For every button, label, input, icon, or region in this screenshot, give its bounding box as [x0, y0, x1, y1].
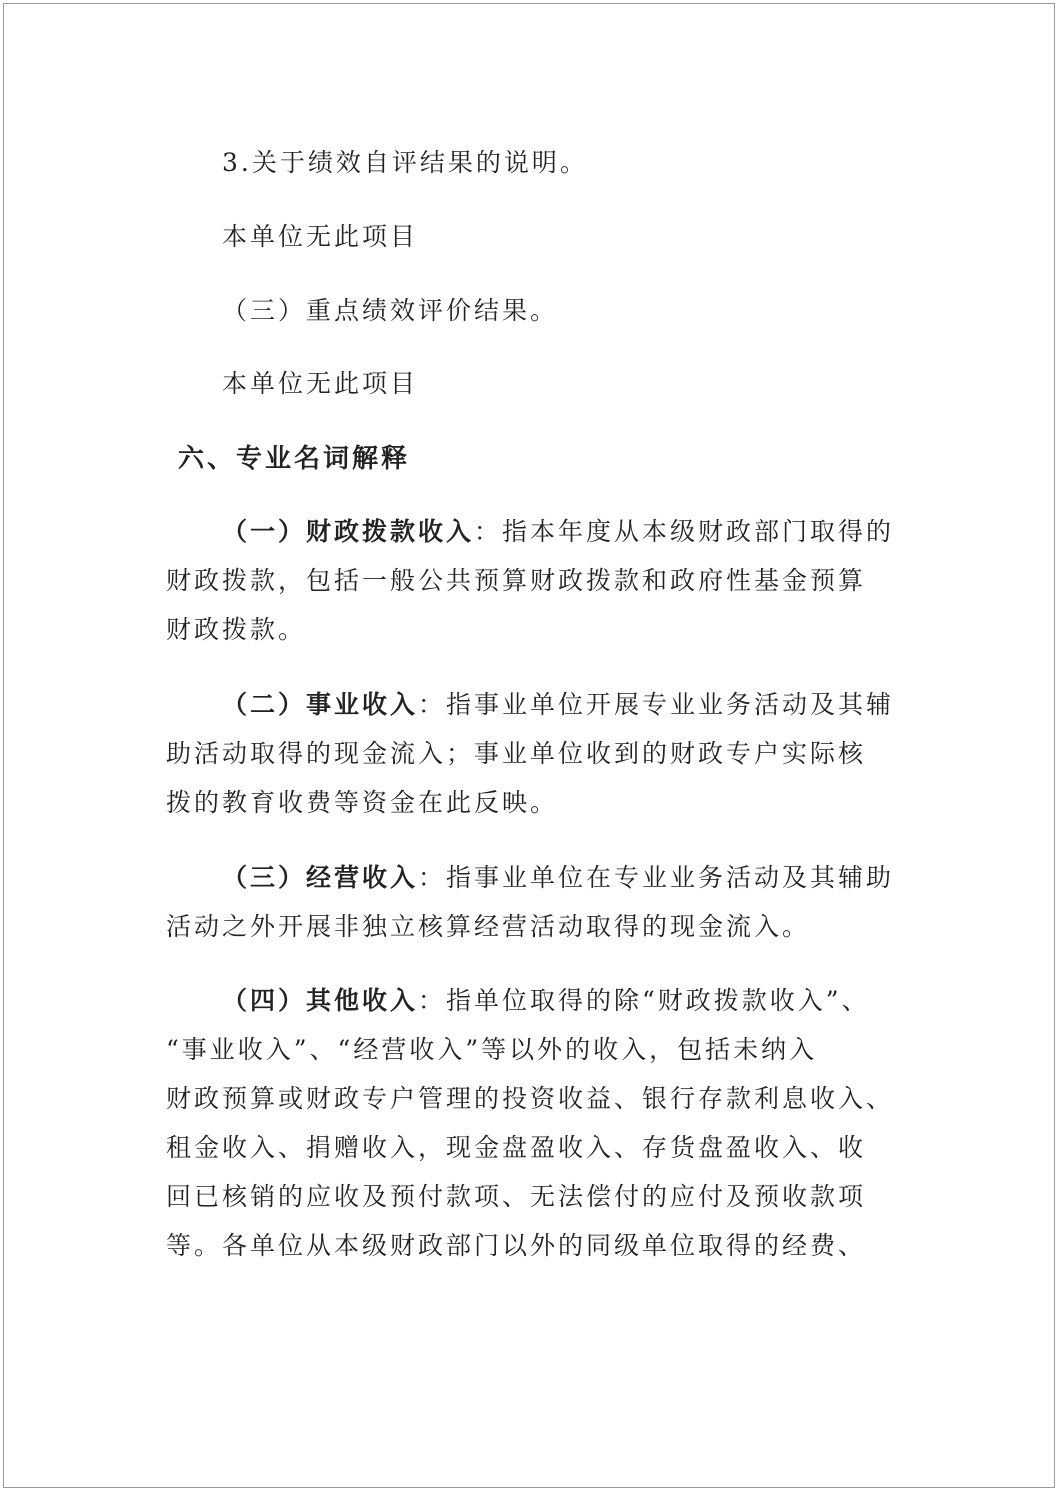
glossary-term-4-first-line	[222, 986, 870, 1016]
glossary-term-4-label: （四）其他收入	[222, 986, 419, 1015]
glossary-term-2-line: 助活动取得的现金流入；事业单位收到的财政专户实际核	[166, 739, 867, 768]
glossary-term-2-line: 拨的教育收费等资金在此反映。	[166, 788, 559, 817]
glossary-term-4-line: “事业收入”、“经营收入”等以外的收入，包括未纳入	[166, 1035, 818, 1064]
self-evaluation-title: 3.关于绩效自评结果的说明。	[222, 148, 588, 177]
glossary-term-1-text: ：指本年度从本级财政部门取得的	[474, 517, 895, 546]
glossary-term-2-label: （二）事业收入	[222, 690, 419, 719]
glossary-term-1-line: 财政拨款。	[166, 615, 307, 644]
glossary-term-4-text: ：指单位取得的除“财政拨款收入”、	[418, 986, 870, 1015]
glossary-term-1-label: （一）财政拨款收入	[222, 517, 475, 546]
glossary-term-3-text: ：指事业单位在专业业务活动及其辅助	[418, 863, 895, 892]
key-evaluation-body: 本单位无此项目	[222, 369, 419, 398]
glossary-term-2-text: ：指事业单位开展专业业务活动及其辅	[418, 690, 895, 719]
glossary-term-3-first-line	[222, 863, 894, 893]
glossary-term-4-line: 回已核销的应收及预付款项、无法偿付的应付及预收款项	[166, 1182, 867, 1211]
glossary-heading: 六、专业名词解释	[178, 444, 411, 474]
glossary-term-2-first-line	[222, 690, 894, 720]
glossary-term-1-line: 财政拨款，包括一般公共预算财政拨款和政府性基金预算	[166, 566, 867, 595]
glossary-term-3-label: （三）经营收入	[222, 863, 419, 892]
glossary-term-4-line: 等。各单位从本级财政部门以外的同级单位取得的经费、	[166, 1231, 867, 1260]
key-evaluation-title: （三）重点绩效评价结果。	[222, 296, 559, 325]
self-evaluation-body: 本单位无此项目	[222, 222, 419, 251]
glossary-term-1-first-line	[222, 517, 894, 547]
glossary-term-4-line: 财政预算或财政专户管理的投资收益、银行存款利息收入、	[166, 1084, 895, 1113]
glossary-term-4-line: 租金收入、捐赠收入，现金盘盈收入、存货盘盈收入、收	[166, 1133, 867, 1162]
glossary-term-3-line: 活动之外开展非独立核算经营活动取得的现金流入。	[166, 912, 811, 941]
